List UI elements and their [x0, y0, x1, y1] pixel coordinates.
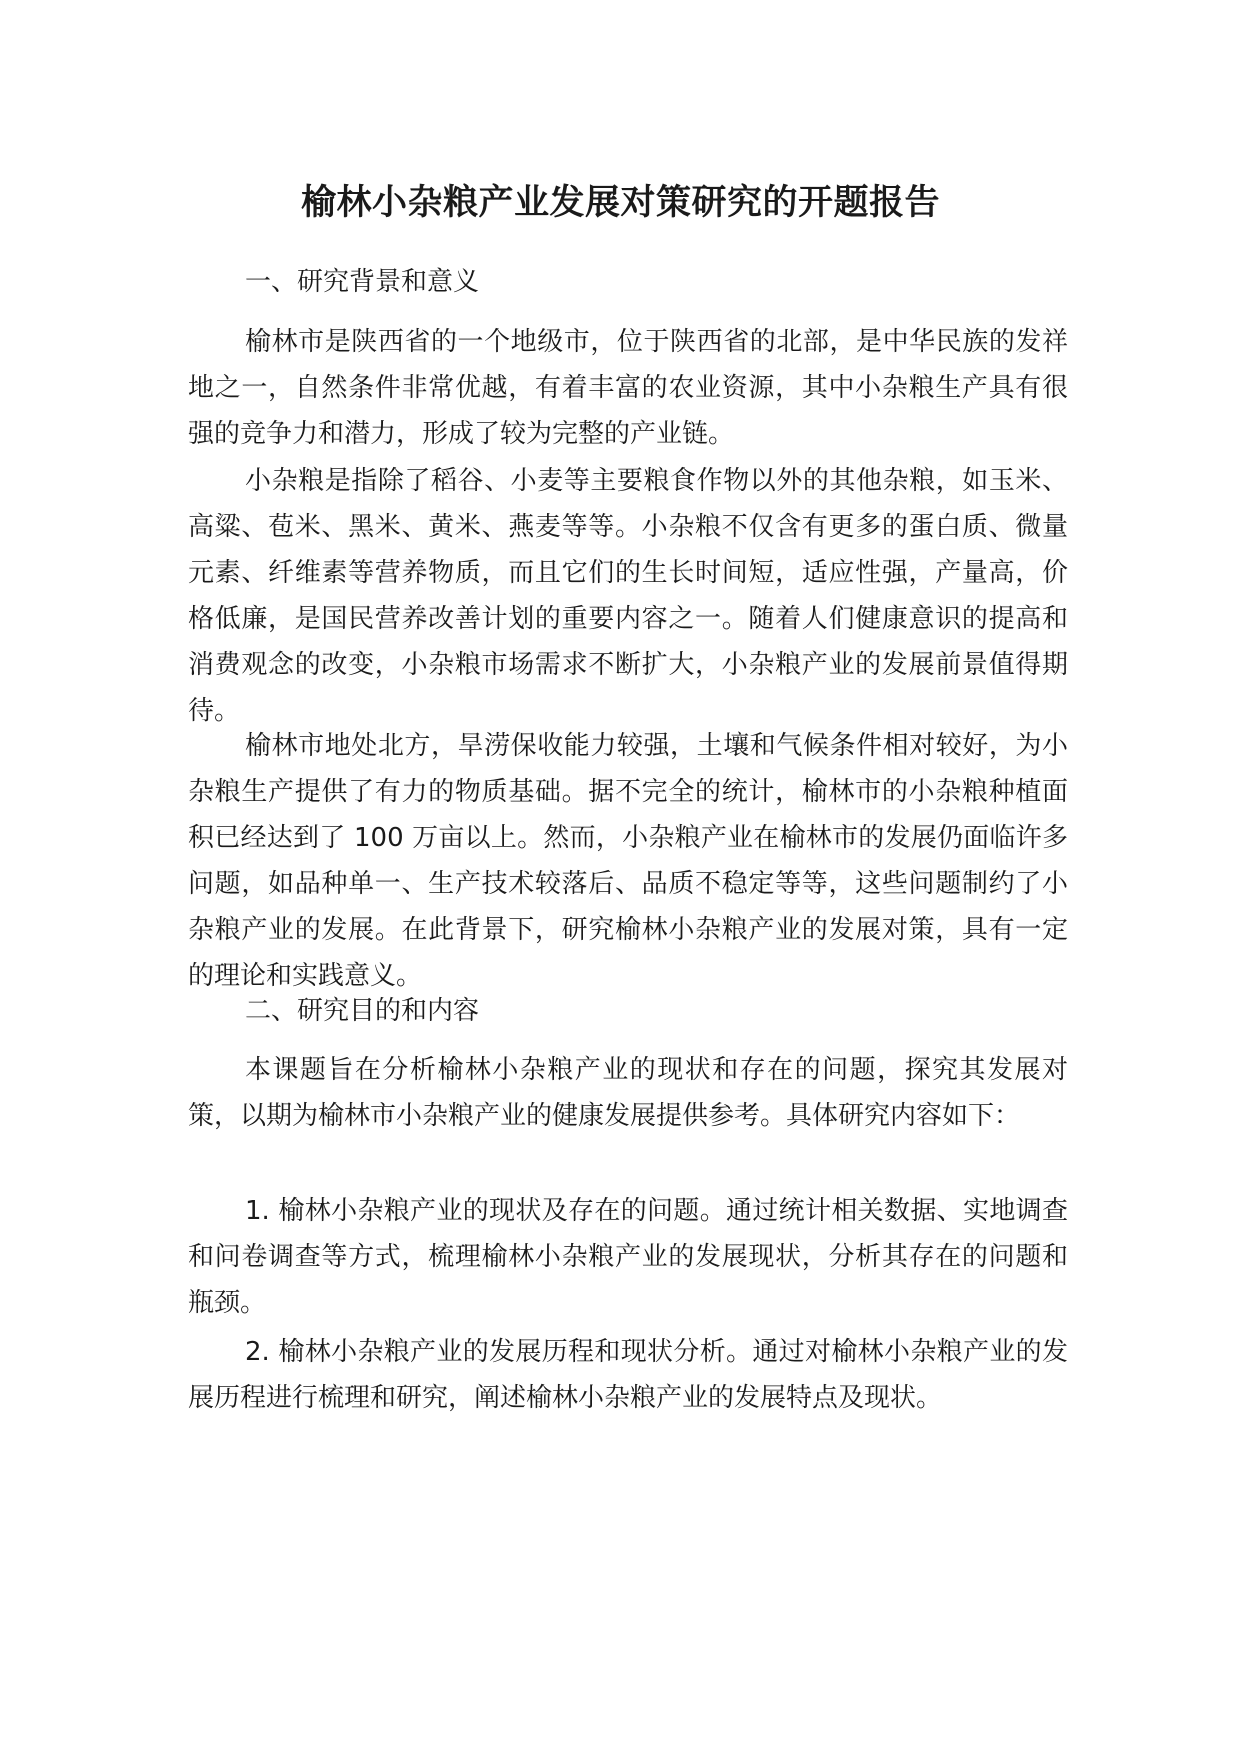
section-heading-background: 一、研究背景和意义 — [245, 267, 480, 297]
paragraph-research-aim: 本课题旨在分析榆林小杂粮产业的现状和存在的问题，探究其发展对策，以期为榆林市小杂粮产业的健康发展提供参考。具体研究内容如下： — [188, 1055, 1068, 1131]
document-title: 榆林小杂粮产业发展对策研究的开题报告 — [300, 183, 940, 223]
section-heading-purpose: 二、研究目的和内容 — [245, 996, 480, 1026]
list-item-1: 1. 榆林小杂粮产业的现状及存在的问题。通过统计相关数据、实地调查和问卷调查等方式，梳理榆林小杂粮产业的发展现状，分析其存在的问题和瓶颈。 — [188, 1196, 1068, 1318]
paragraph-yulin-conditions: 榆林市地处北方，旱涝保收能力较强，土壤和气候条件相对较好，为小杂粮生产提供了有力的物质基础。据不完全的统计，榆林市的小杂粮种植面积已经达到了 100 万亩以上。然而，小杂粮产业在榆林市的发展仍面临许多问题，如品种单一、生产技术较落后、品质不稳定等等，这些问题制约了小杂粮产业的发展。在此背景下，研究榆林小杂粮产业的发展对策，具有一定的理论和实践意义。 — [188, 731, 1068, 991]
paragraph-coarse-grains-definition: 小杂粮是指除了稻谷、小麦等主要粮食作物以外的其他杂粮，如玉米、高粱、苞米、黑米、黄米、燕麦等等。小杂粮不仅含有更多的蛋白质、微量元素、纤维素等营养物质，而且它们的生长时间短，适应性强，产量高，价格低廉，是国民营养改善计划的重要内容之一。随着人们健康意识的提高和消费观念的改变，小杂粮市场需求不断扩大，小杂粮产业的发展前景值得期待。 — [188, 466, 1068, 726]
list-item-2: 2. 榆林小杂粮产业的发展历程和现状分析。通过对榆林小杂粮产业的发展历程进行梳理和研究，阐述榆林小杂粮产业的发展特点及现状。 — [188, 1337, 1068, 1413]
paragraph-yulin-intro: 榆林市是陕西省的一个地级市，位于陕西省的北部，是中华民族的发祥地之一，自然条件非常优越，有着丰富的农业资源，其中小杂粮生产具有很强的竞争力和潜力，形成了较为完整的产业链。 — [188, 327, 1068, 449]
